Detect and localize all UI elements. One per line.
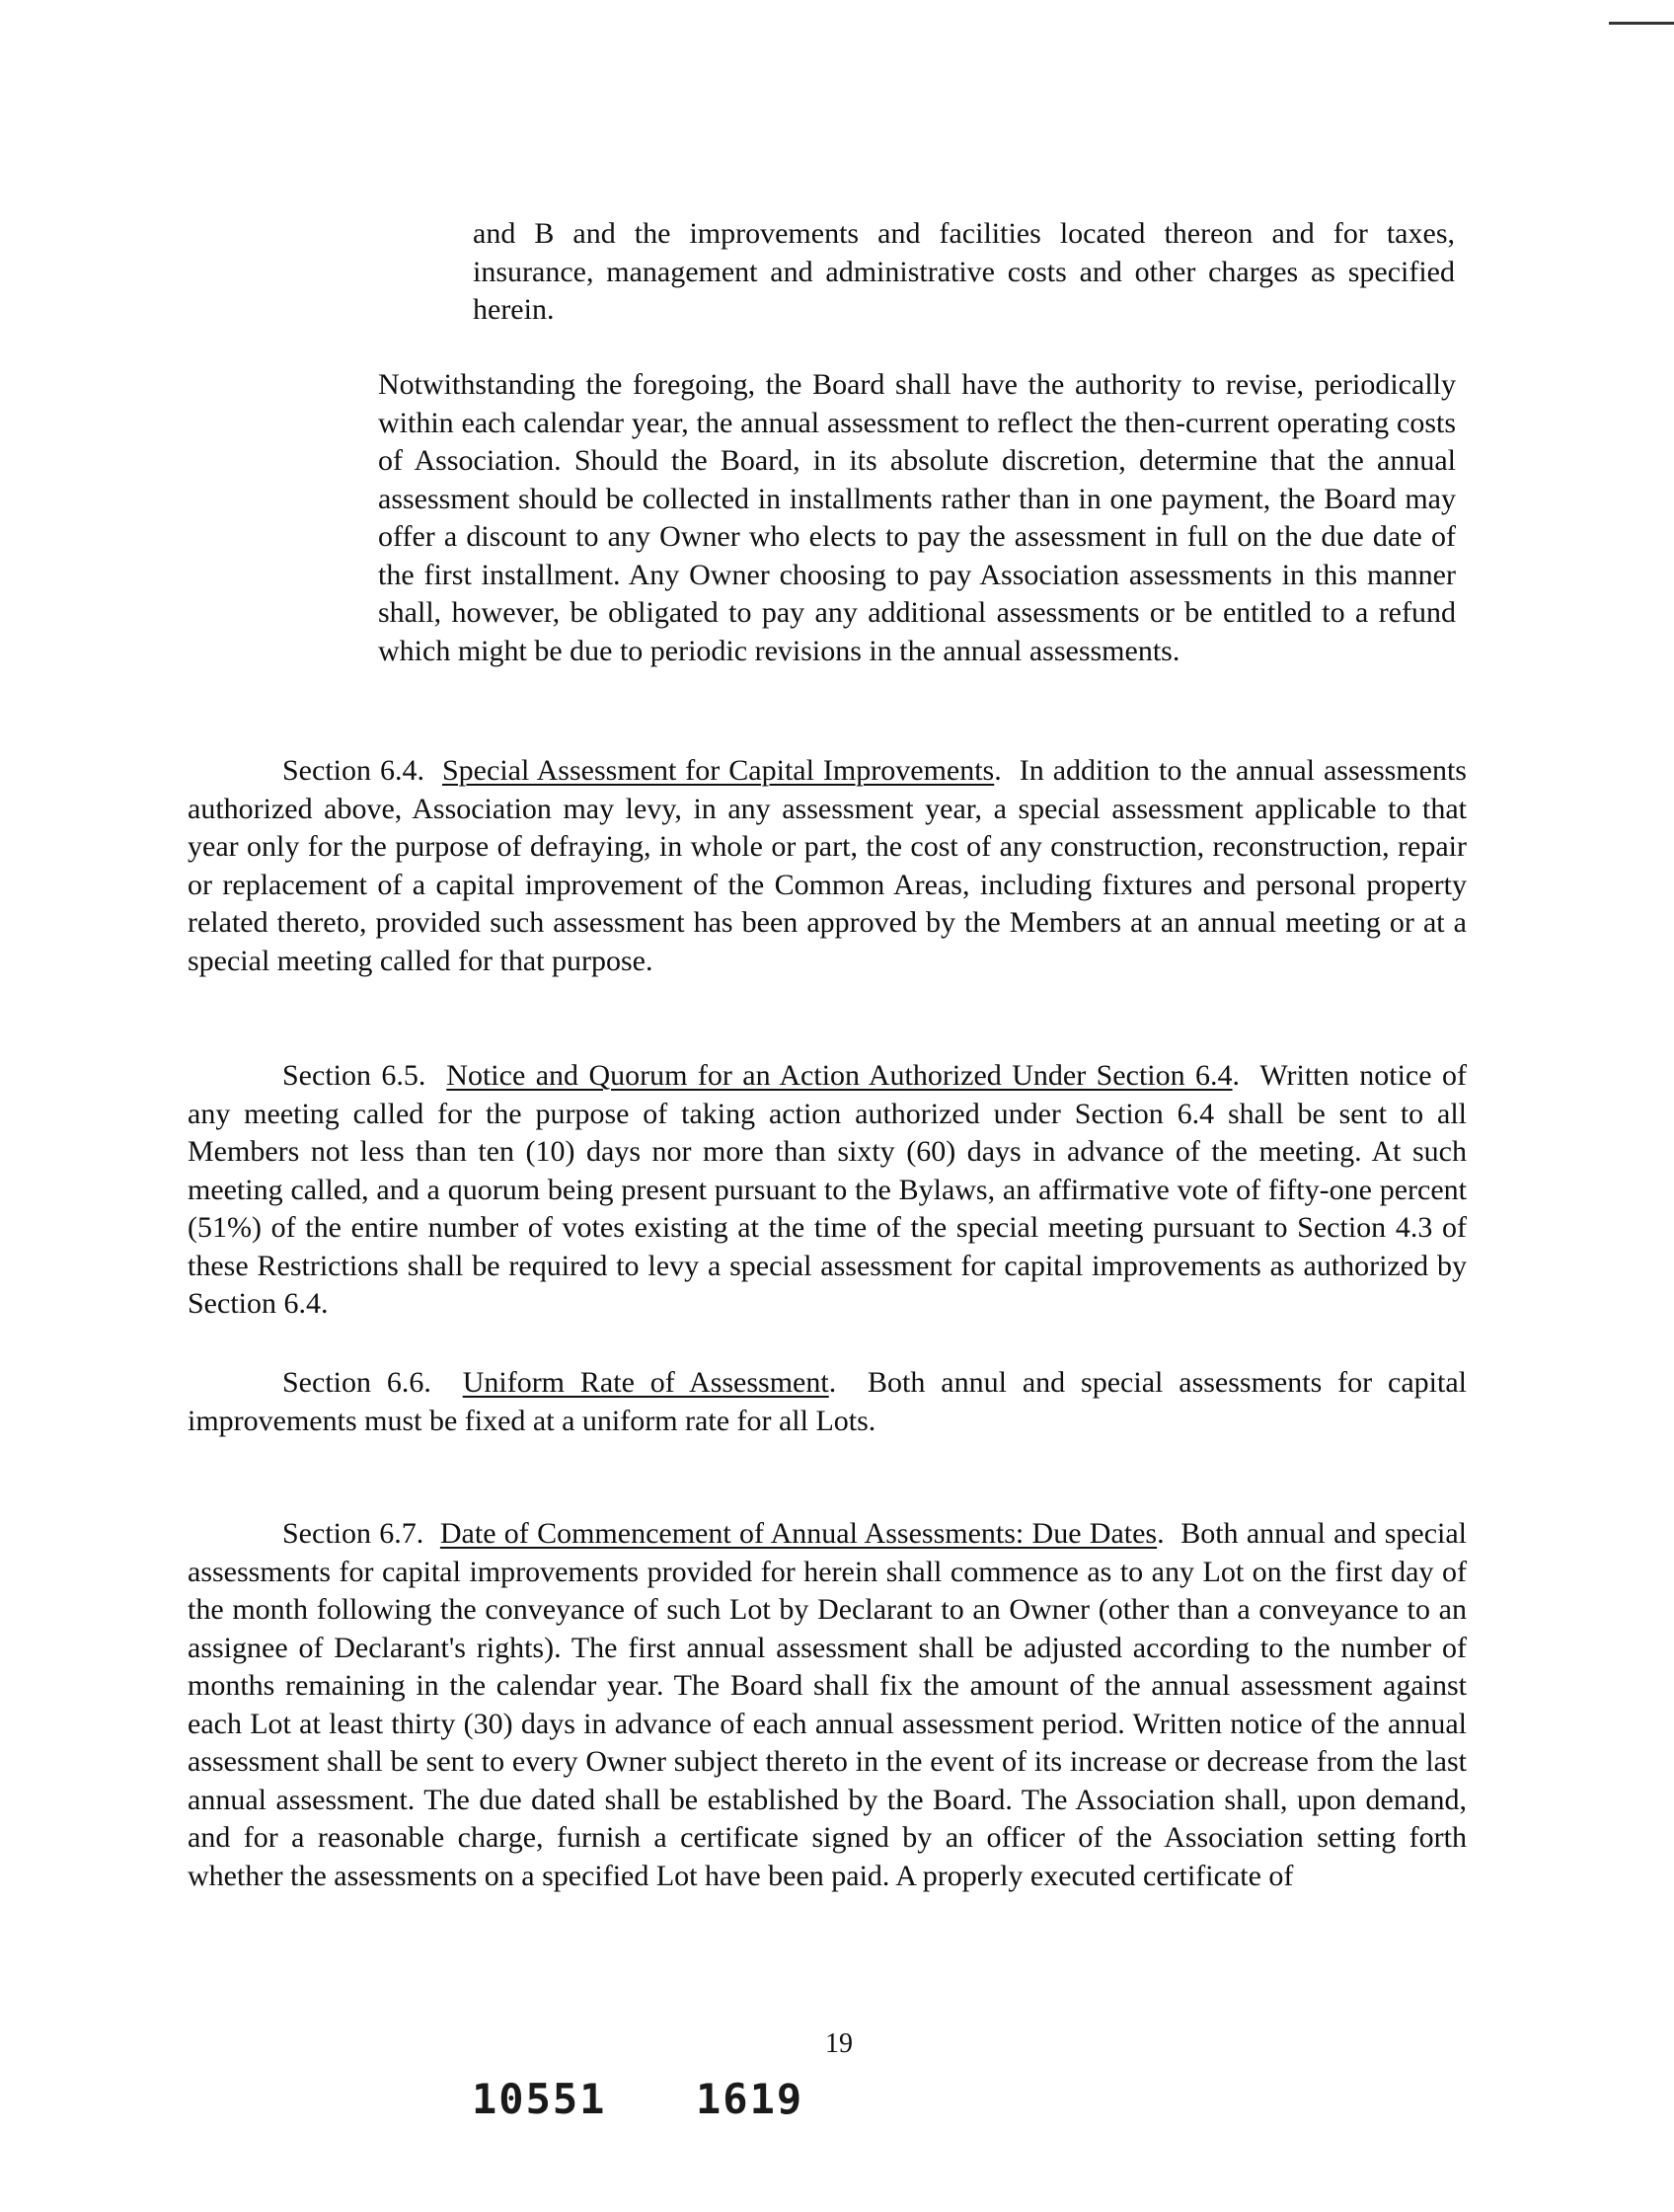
section-body: Written notice of any meeting called for the purpose of taking action authorized under Section 6.4 shall be sent to all Members not less than ten (10) days nor more than sixty (60) days in advance of the meeting. At such meeting called, and a quorum being present pursuant to the Bylaws, an affirmative vote of fifty-one percent (51%) of the entire number of votes existing at the time of the special meeting pursuant to Section 4.3 of these Restrictions shall be required to levy a special assessment for capital improvements as authorized by Section 6.4. <box>188 1059 1467 1320</box>
corner-scan-mark <box>1609 22 1674 25</box>
section-number: Section 6.6. <box>282 1366 431 1399</box>
section-title: Date of Commencement of Annual Assessments: Due Dates <box>439 1517 1158 1550</box>
book-number-stamp: 10551 <box>472 2075 607 2123</box>
section-6-5: Section 6.5. Notice and Quorum for an Action Authorized Under Section 6.4. Written notice of any meeting called for the purpose of taking action authorized under Section 6.4 shall be sent to all Members not less than ten (10) days nor more than sixty (60) days in advance of the meeting. At such meeting called, and a quorum being present pursuant to the Bylaws, an affirmative vote of fifty-one percent (51%) of the entire number of votes existing at the time of the special meeting pursuant to Section 4.3 of these Restrictions shall be required to levy a special assessment for capital improvements as authorized by Section 6.4. <box>188 1059 1467 1320</box>
section-title: Notice and Quorum for an Action Authorized Under Section 6.4 <box>446 1059 1233 1092</box>
section-body: Both annul and special assessments for capital improvements must be fixed at a uniform rate for all Lots. <box>188 1366 1467 1437</box>
section-body: Both annual and special assessments for capital improvements provided for herein shall commence as to any Lot on the first day of the month following the conveyance of such Lot by Declarant to an Owner (other than a conveyance to an assignee of Declarant's rights). The first annual assessment shall be adjusted according to the number of months remaining in the calendar year. The Board shall fix the amount of the annual assessment against each Lot at least thirty (30) days in advance of each annual assessment period. Written notice of the annual assessment shall be sent to every Owner subject thereto in the event of its increase or decrease from the last annual assessment. The due dated shall be established by the Board. The Association shall, upon demand, and for a reasonable charge, furnish a certificate signed by an officer of the Association setting forth whether the assessments on a specified Lot have been paid. A properly executed certificate of <box>188 1517 1467 1892</box>
notwithstanding-paragraph: Notwithstanding the foregoing, the Board shall have the authority to revise, periodically within each calendar year, the annual assessment to reflect the then-current operating costs of Association. Should the Board, in its absolute discretion, determine that the annual assessment should be collected in installments rather than in one payment, the Board may offer a discount to any Owner who elects to pay the assessment in full on the due date of the first installment. Any Owner choosing to pay Association assessments in this manner shall, however, be obligated to pay any additional assessments or be entitled to a refund which might be due to periodic revisions in the annual assessments. <box>378 368 1456 667</box>
section-6-4: Section 6.4. Special Assessment for Capital Improvements. In addition to the annual assessments authorized above, Association may levy, in any assessment year, a special assessment applicable to that year only for the purpose of defraying, in whole or part, the cost of any construction, reconstruction, repair or replacement of a capital improvement of the Common Areas, including fixtures and personal property related thereto, provided such assessment has been approved by the Members at an annual meeting or at a special meeting called for that purpose. <box>188 754 1467 977</box>
section-6-7: Section 6.7. Date of Commencement of Annual Assessments: Due Dates. Both annual and special assessments for capital improvements provided for herein shall commence as to any Lot on the first day of the month following the conveyance of such Lot by Declarant to an Owner (other than a conveyance to an assignee of Declarant's rights). The first annual assessment shall be adjusted according to the number of months remaining in the calendar year. The Board shall fix the amount of the annual assessment against each Lot at least thirty (30) days in advance of each annual assessment period. Written notice of the annual assessment shall be sent to every Owner subject thereto in the event of its increase or decrease from the last annual assessment. The due dated shall be established by the Board. The Association shall, upon demand, and for a reasonable charge, furnish a certificate signed by an officer of the Association setting forth whether the assessments on a specified Lot have been paid. A properly executed certificate of <box>188 1517 1467 1892</box>
section-number: Section 6.7. <box>282 1517 424 1550</box>
section-title: Uniform Rate of Assessment <box>462 1366 829 1399</box>
section-6-6: Section 6.6. Uniform Rate of Assessment. Both annul and special assessments for capital improvements must be fixed at a uniform rate for all Lots. <box>188 1366 1467 1437</box>
page-stamp: 1619 <box>696 2075 804 2123</box>
section-title: Special Assessment for Capital Improvements <box>442 754 995 787</box>
section-number: Section 6.5. <box>282 1059 426 1092</box>
section-body: In addition to the annual assessments authorized above, Association may levy, in any assessment year, a special assessment applicable to that year only for the purpose of defraying, in whole or part, the cost of any construction, reconstruction, repair or replacement of a capital improvement of the Common Areas, including fixtures and personal property related thereto, provided such assessment has been approved by the Members at an annual meeting or at a special meeting called for that purpose. <box>188 754 1467 977</box>
continuation-paragraph: and B and the improvements and facilities located thereon and for taxes, insurance, management and administrative costs and other charges as specified herein. <box>473 217 1455 326</box>
section-number: Section 6.4. <box>282 754 424 787</box>
page-number: 19 <box>825 2028 853 2059</box>
